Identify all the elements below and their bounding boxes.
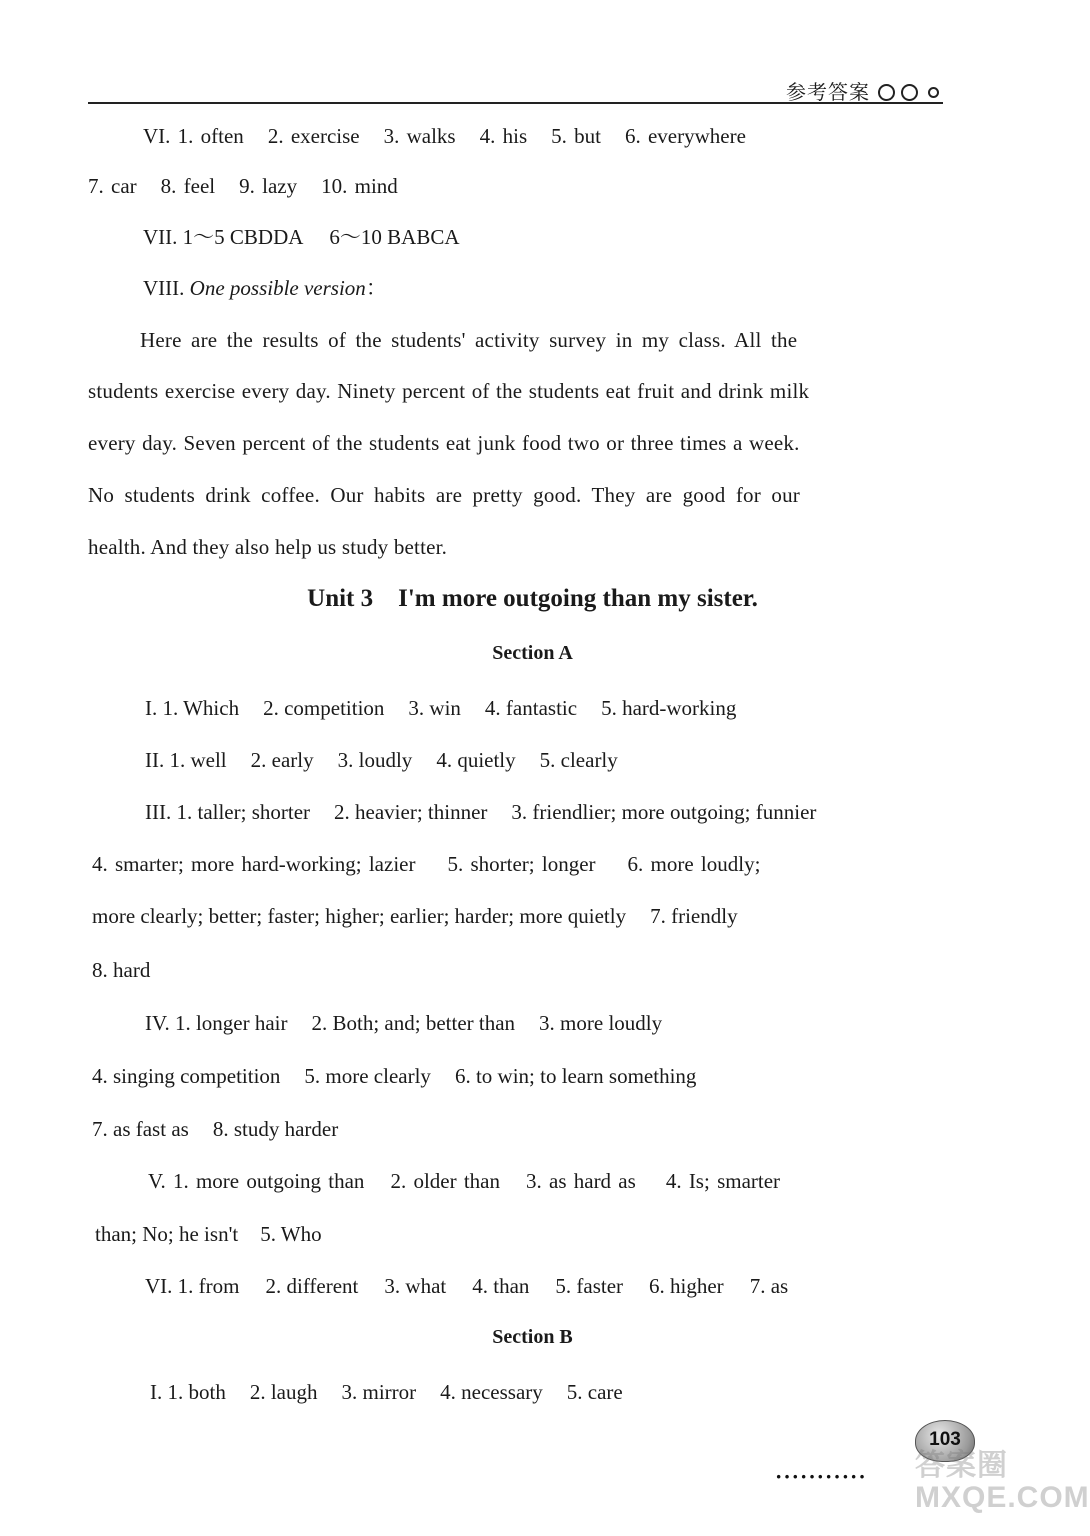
circle-icon [901,84,918,101]
answer-line-a-iv-3: 7. as fast as 8. study harder [92,1117,339,1141]
answer-line-a-i: I. 1. Which 2. competition 3. win 4. fantastic 5. hard-working [145,696,737,720]
answer-line-a-vi: VI. 1. from 2. different 3. what 4. than 5. faster 6. higher 7. as [145,1274,789,1298]
answer-line-viii: VIII. One possible version： [143,276,387,300]
answer-line-a-iii-1: III. 1. taller; shorter 2. heavier; thinner 3. friendlier; more outgoing; funnier [145,800,817,824]
answer-line-vii: VII. 1～5 CBDDA 6～10 BABCA [143,225,460,249]
header-decoration [878,83,939,101]
answer-line-b-i: I. 1. both 2. laugh 3. mirror 4. necessary 5. care [150,1380,623,1404]
answer-line-a-iii-4: 8. hard [92,958,151,982]
answer-line-a-ii: II. 1. well 2. early 3. loudly 4. quietly 5. clearly [145,748,618,772]
essay-line-1: Here are the results of the students' activity survey in my class. All the [140,328,798,352]
answer-line-vi-2: 7. car 8. feel 9. lazy 10. mind [88,174,398,198]
answer-line-a-iv-2: 4. singing competition 5. more clearly 6. to win; to learn something [92,1064,697,1088]
unit-title: Unit 3 I'm more outgoing than my sister. [307,585,758,612]
header-rule [88,102,943,104]
dot-icon [928,87,939,98]
footer-dots: ··········· [775,1464,867,1489]
essay-line-5: health. And they also help us study better. [88,535,448,559]
answer-line-vi-1: VI. 1. often 2. exercise 3. walks 4. his 5. but 6. everywhere [143,124,746,148]
page-number: 103 [929,1429,961,1450]
answer-line-a-v-1: V. 1. more outgoing than 2. older than 3. as hard as 4. Is; smarter [148,1169,781,1193]
page-footer [775,1420,1090,1536]
watermark: 答案圈 MXQE.COM [915,1449,1090,1514]
header-label: 参考答案 [786,82,870,104]
essay-line-4: No students drink coffee. Our habits are pretty good. They are good for our [88,483,800,507]
essay-line-2: students exercise every day. Ninety percent of the students eat fruit and drink milk [88,379,810,403]
answer-line-a-iii-2: 4. smarter; more hard-working; lazier 5. shorter; longer 6. more loudly; [92,852,761,876]
answer-line-a-v-2: than; No; he isn't 5. Who [95,1222,322,1246]
answer-line-a-iii-3: more clearly; better; faster; higher; earlier; harder; more quietly 7. friendly [92,904,738,928]
section-a-heading: Section A [492,642,573,664]
essay-line-3: every day. Seven percent of the students eat junk food two or three times a week. [88,431,800,455]
circle-icon [878,84,895,101]
answer-line-a-iv-1: IV. 1. longer hair 2. Both; and; better than 3. more loudly [145,1011,663,1035]
section-b-heading: Section B [492,1326,573,1348]
